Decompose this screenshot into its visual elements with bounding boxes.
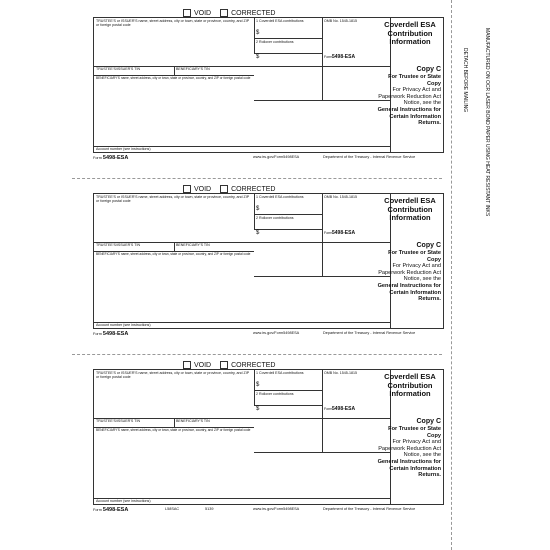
form-title: Coverdell ESA Contribution Information [384,196,436,222]
line [254,452,390,453]
manufacturer-note: MANUFACTURED ON OCR LASER BOND PAPER USING HEAT RESISTANT INKS [484,28,490,217]
box1-dollar: $ [256,206,260,212]
line [174,418,175,427]
void-label: VOID [194,361,212,369]
box2-label: 2 Rollover contributions [256,40,294,44]
void-checkbox[interactable] [183,9,191,17]
line [254,38,322,39]
footer-url: www.irs.gov/Form5498ESA [253,507,300,511]
trustee-tin-label: TRUSTEE'S/ISSUER'S TIN [96,243,141,247]
detach-note: DETACH BEFORE MAILING [462,48,468,113]
footer-form-prefix: Form [93,156,102,160]
corrected-label: CORRECTED [231,185,276,193]
void-label: VOID [194,185,212,193]
form-prefix: Form [324,55,333,59]
line [254,53,322,54]
for-trustee-label: For Trustee or State Copy [388,250,441,263]
copy-c-label: Copy C [416,66,441,73]
corrected-label: CORRECTED [231,9,276,17]
footer-rev: 5139 [205,507,214,511]
beneficiary-tin-label: BENEFICIARY'S TIN [176,419,210,423]
line [254,18,255,53]
line [254,276,390,277]
corrected-checkbox[interactable] [220,361,228,369]
horizontal-perforation [72,178,442,179]
line [254,100,390,101]
footer-url: www.irs.gov/Form5498ESA [253,331,300,335]
omb-number: OMB No. 1545-1815 [324,19,357,23]
footer-department: Department of the Treasury - Internal Revenue Service [323,155,416,159]
beneficiary-tin-label: BENEFICIARY'S TIN [176,243,210,247]
account-number-label: Account number (see instructions) [96,499,151,503]
form-copy-2 [93,184,444,342]
trustee-tin-label: TRUSTEE'S/ISSUER'S TIN [96,419,141,423]
copy-c-label: Copy C [416,242,441,249]
line [254,405,322,406]
trustee-name-label: TRUSTEE'S or ISSUER'S name, street address, city or town, state or province, country, and ZIP or foreign postal code [96,371,250,380]
footer-form [93,507,128,513]
omb-number: OMB No. 1545-1815 [324,371,357,375]
box1-dollar: $ [256,30,260,36]
general-instructions: General Instructions for Certain Information Returns. [377,106,441,127]
privacy-notice: For Privacy Act and Paperwork Reduction Act Notice, see the [378,87,441,107]
box1-label: 1 Coverdell ESA contributions [256,19,304,23]
privacy-notice: For Privacy Act and Paperwork Reduction Act Notice, see the [378,439,441,459]
beneficiary-name-label: BENEFICIARY'S name, street address, city or town, state or province, country, and ZIP or foreign postal code [96,252,251,256]
footer-form-number: 5498-ESA [102,507,129,513]
form-copy-1 [93,8,444,166]
line [322,194,323,276]
footer-form [93,331,128,337]
form-prefix: Form [324,231,333,235]
general-instructions: General Instructions for Certain Information Returns. [377,458,441,479]
box1-label: 1 Coverdell ESA contributions [256,195,304,199]
box2-label: 2 Rollover contributions [256,216,294,220]
copy-info [373,418,441,479]
line [254,370,255,405]
footer-form-number: 5498-ESA [102,331,129,337]
account-number-label: Account number (see instructions) [96,147,151,151]
beneficiary-name-label: BENEFICIARY'S name, street address, city or town, state or province, country, and ZIP or foreign postal code [96,428,251,432]
copy-c-label: Copy C [416,418,441,425]
horizontal-perforation [72,354,442,355]
footer-form-code: L58SAC [165,507,180,511]
general-instructions: General Instructions for Certain Information Returns. [377,282,441,303]
box2-dollar: $ [256,54,260,60]
trustee-name-label: TRUSTEE'S or ISSUER'S name, street address, city or town, state or province, country, and ZIP or foreign postal code [96,19,250,28]
footer-form-number: 5498-ESA [102,155,129,161]
line [174,242,175,251]
line [322,18,323,100]
box1-label: 1 Coverdell ESA contributions [256,371,304,375]
box2-dollar: $ [256,230,260,236]
corrected-label: CORRECTED [231,361,276,369]
copy-info [373,66,441,127]
copy-info [373,242,441,303]
footer-form [93,155,128,161]
for-trustee-label: For Trustee or State Copy [388,426,441,439]
trustee-name-label: TRUSTEE'S or ISSUER'S name, street address, city or town, state or province, country, and ZIP or foreign postal code [96,195,250,204]
form-number: 5498-ESA [332,230,356,236]
line [174,66,175,75]
line [254,214,322,215]
footer-form-prefix: Form [93,332,102,336]
form-prefix: Form [324,407,333,411]
void-checkbox[interactable] [183,185,191,193]
form-title: Coverdell ESA Contribution Information [384,372,436,398]
trustee-tin-label: TRUSTEE'S/ISSUER'S TIN [96,67,141,71]
form-title: Coverdell ESA Contribution Information [384,20,436,46]
footer-department: Department of the Treasury - Internal Revenue Service [323,331,416,335]
form-copy-3 [93,360,444,518]
omb-number: OMB No. 1545-1815 [324,195,357,199]
account-number-label: Account number (see instructions) [96,323,151,327]
box2-label: 2 Rollover contributions [256,392,294,396]
line [254,229,322,230]
footer-url: www.irs.gov/Form5498ESA [253,155,300,159]
vertical-perforation [451,0,452,550]
void-checkbox[interactable] [183,361,191,369]
form-number: 5498-ESA [332,54,356,60]
line [322,370,323,452]
beneficiary-name-label: BENEFICIARY'S name, street address, city or town, state or province, country, and ZIP or foreign postal code [96,76,251,80]
line [254,194,255,229]
box1-dollar: $ [256,382,260,388]
corrected-checkbox[interactable] [220,185,228,193]
privacy-notice: For Privacy Act and Paperwork Reduction Act Notice, see the [378,263,441,283]
beneficiary-tin-label: BENEFICIARY'S TIN [176,67,210,71]
footer-department: Department of the Treasury - Internal Revenue Service [323,507,416,511]
footer-form-prefix: Form [93,508,102,512]
corrected-checkbox[interactable] [220,9,228,17]
for-trustee-label: For Trustee or State Copy [388,74,441,87]
void-label: VOID [194,9,212,17]
form-number: 5498-ESA [332,406,356,412]
box2-dollar: $ [256,406,260,412]
line [254,390,322,391]
